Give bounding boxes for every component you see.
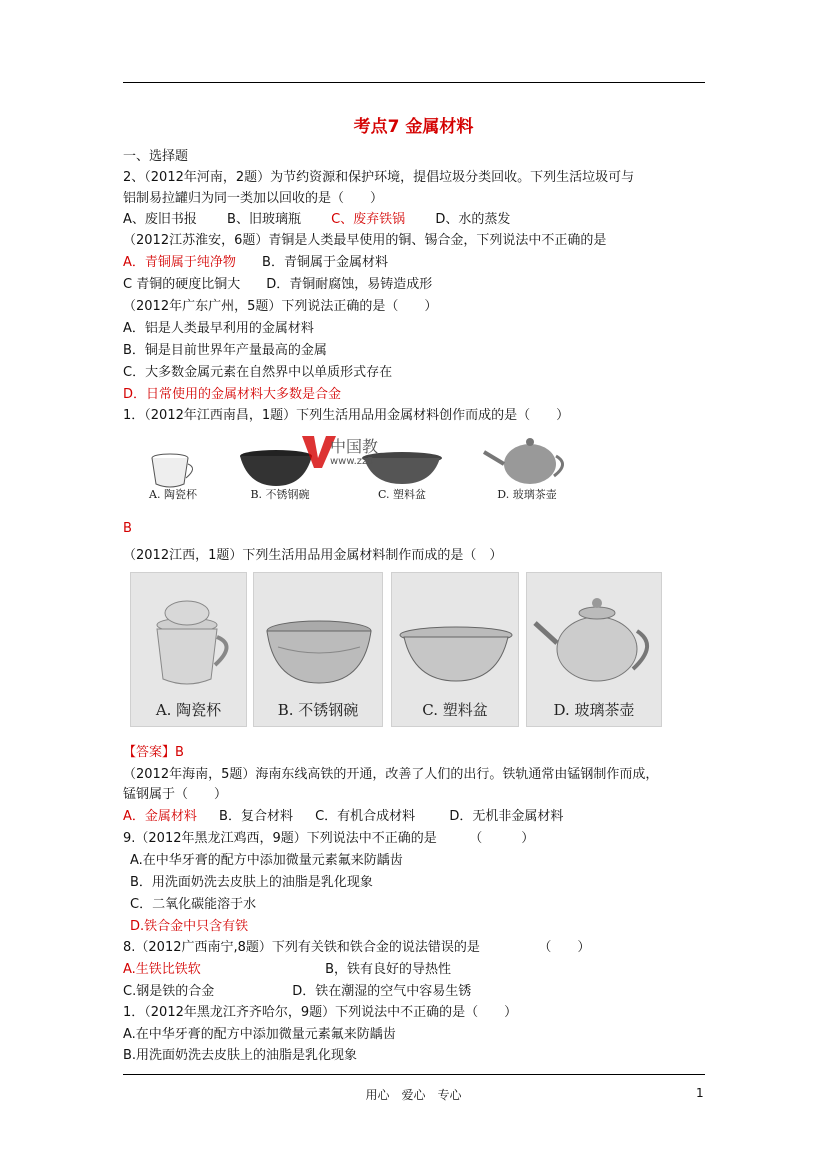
option-b: B．铜是目前世界年产量最高的金属 bbox=[123, 343, 327, 358]
caption: A. 陶瓷杯 bbox=[155, 701, 222, 719]
option-c: C．二氧化碳能溶于水 bbox=[130, 897, 257, 912]
caption: D. 玻璃茶壶 bbox=[553, 701, 635, 719]
option-b: B.用洗面奶洗去皮肤上的油脂是乳化现象 bbox=[123, 1048, 358, 1063]
header-rule bbox=[123, 82, 705, 83]
plastic-basin-image bbox=[391, 572, 519, 727]
ceramic-cup-image bbox=[128, 428, 218, 506]
question-text: （2012江西，1题）下列生活用品用金属材料制作而成的是（ ） bbox=[123, 548, 503, 563]
watermark-brand: 中国教 bbox=[330, 437, 379, 456]
large-image-row bbox=[130, 572, 662, 727]
question-text: （2012年海南，5题）海南东线高铁的开通，改善了人们的出行。铁轨通常由锰钢制作而成， bbox=[123, 767, 659, 782]
option-a: A、废旧书报 bbox=[123, 212, 197, 227]
option-a: A.在中华牙膏的配方中添加微量元素氟来防龋齿 bbox=[130, 853, 403, 868]
glass-teapot-image bbox=[462, 428, 592, 506]
caption: A. 陶瓷杯 bbox=[149, 488, 197, 501]
option-row bbox=[123, 211, 510, 229]
question-text: （2012年广东广州，5题）下列说法正确的是（ ） bbox=[123, 299, 438, 314]
option-b: B．青铜属于金属材料 bbox=[262, 255, 388, 270]
option-b: B．复合材料 bbox=[219, 809, 293, 824]
option-row bbox=[123, 808, 563, 826]
option-b: B、旧玻璃瓶 bbox=[227, 212, 301, 227]
caption: B. 不锈钢碗 bbox=[250, 488, 310, 501]
page-title: 考点7 金属材料 bbox=[353, 117, 474, 137]
option-d-answer: D．日常使用的金属材料大多数是合金 bbox=[123, 387, 342, 402]
question-text: 2、（2012年河南，2题）为节约资源和保护环境，提倡垃圾分类回收。下列生活垃圾可与 bbox=[123, 170, 635, 185]
answer-letter: B bbox=[123, 521, 132, 536]
watermark-logo bbox=[296, 432, 446, 472]
option-d: D．无机非金属材料 bbox=[449, 809, 564, 824]
option-a-answer: A．青铜属于纯净物 bbox=[123, 255, 236, 270]
question-text: 8.（2012广西南宁,8题）下列有关铁和铁合金的说法错误的是 （ ） bbox=[123, 940, 591, 955]
glass-teapot-image bbox=[526, 572, 662, 727]
option-b: B，铁有良好的导热性 bbox=[325, 962, 452, 977]
question-text: 1．（2012年黑龙江齐齐哈尔，9题）下列说法中不正确的是（ ） bbox=[123, 1005, 518, 1020]
option-row: C 青铜的硬度比铜大 D．青铜耐腐蚀，易铸造成形 bbox=[123, 277, 433, 292]
footer-rule bbox=[123, 1074, 705, 1075]
option-b: B．用洗面奶洗去皮肤上的油脂是乳化现象 bbox=[130, 875, 373, 890]
question-text: 1．（2012年江西南昌，1题）下列生活用品用金属材料创作而成的是（ ） bbox=[123, 408, 570, 423]
option-d-answer: D.铁合金中只含有铁 bbox=[130, 919, 249, 934]
ceramic-cup-image bbox=[130, 572, 247, 727]
option-c: C．大多数金属元素在自然界中以单质形式存在 bbox=[123, 365, 393, 380]
option-c-answer: C、废弃铁锅 bbox=[331, 212, 406, 227]
option-row: C.钢是铁的合金 D．铁在潮湿的空气中容易生锈 bbox=[123, 984, 472, 999]
option-a-answer: A．金属材料 bbox=[123, 809, 197, 824]
option-a: A．铝是人类最早利用的金属材料 bbox=[123, 321, 314, 336]
steel-bowl-image bbox=[253, 572, 383, 727]
option-d: D、水的蒸发 bbox=[435, 212, 511, 227]
question-text: 铝制易拉罐归为同一类加以回收的是（ ） bbox=[123, 191, 384, 206]
option-c: C．有机合成材料 bbox=[315, 809, 416, 824]
option-a-answer: A.生铁比铁软 bbox=[123, 962, 201, 977]
option-row bbox=[123, 254, 388, 272]
caption: B. 不锈钢碗 bbox=[277, 701, 359, 719]
footer-text: 用心 爱心 专心 bbox=[365, 1088, 462, 1102]
question-text: 锰钢属于（ ） bbox=[123, 787, 228, 802]
caption: D. 玻璃茶壶 bbox=[497, 488, 557, 501]
caption: C. 塑料盆 bbox=[422, 701, 488, 719]
question-text: 9.（2012年黑龙江鸡西，9题）下列说法中不正确的是 （ ） bbox=[123, 831, 535, 846]
option-row bbox=[123, 961, 451, 979]
watermark-url: www.zz5 bbox=[330, 456, 374, 467]
section-heading: 一、选择题 bbox=[123, 149, 189, 164]
answer-label: 【答案】B bbox=[123, 745, 184, 760]
caption: C. 塑料盆 bbox=[377, 488, 427, 501]
page-number: 1 bbox=[696, 1086, 704, 1100]
question-text: （2012江苏淮安，6题）青铜是人类最早使用的铜、锡合金，下列说法中不正确的是 bbox=[123, 233, 607, 248]
option-a: A.在中华牙膏的配方中添加微量元素氟来防龋齿 bbox=[123, 1027, 396, 1042]
